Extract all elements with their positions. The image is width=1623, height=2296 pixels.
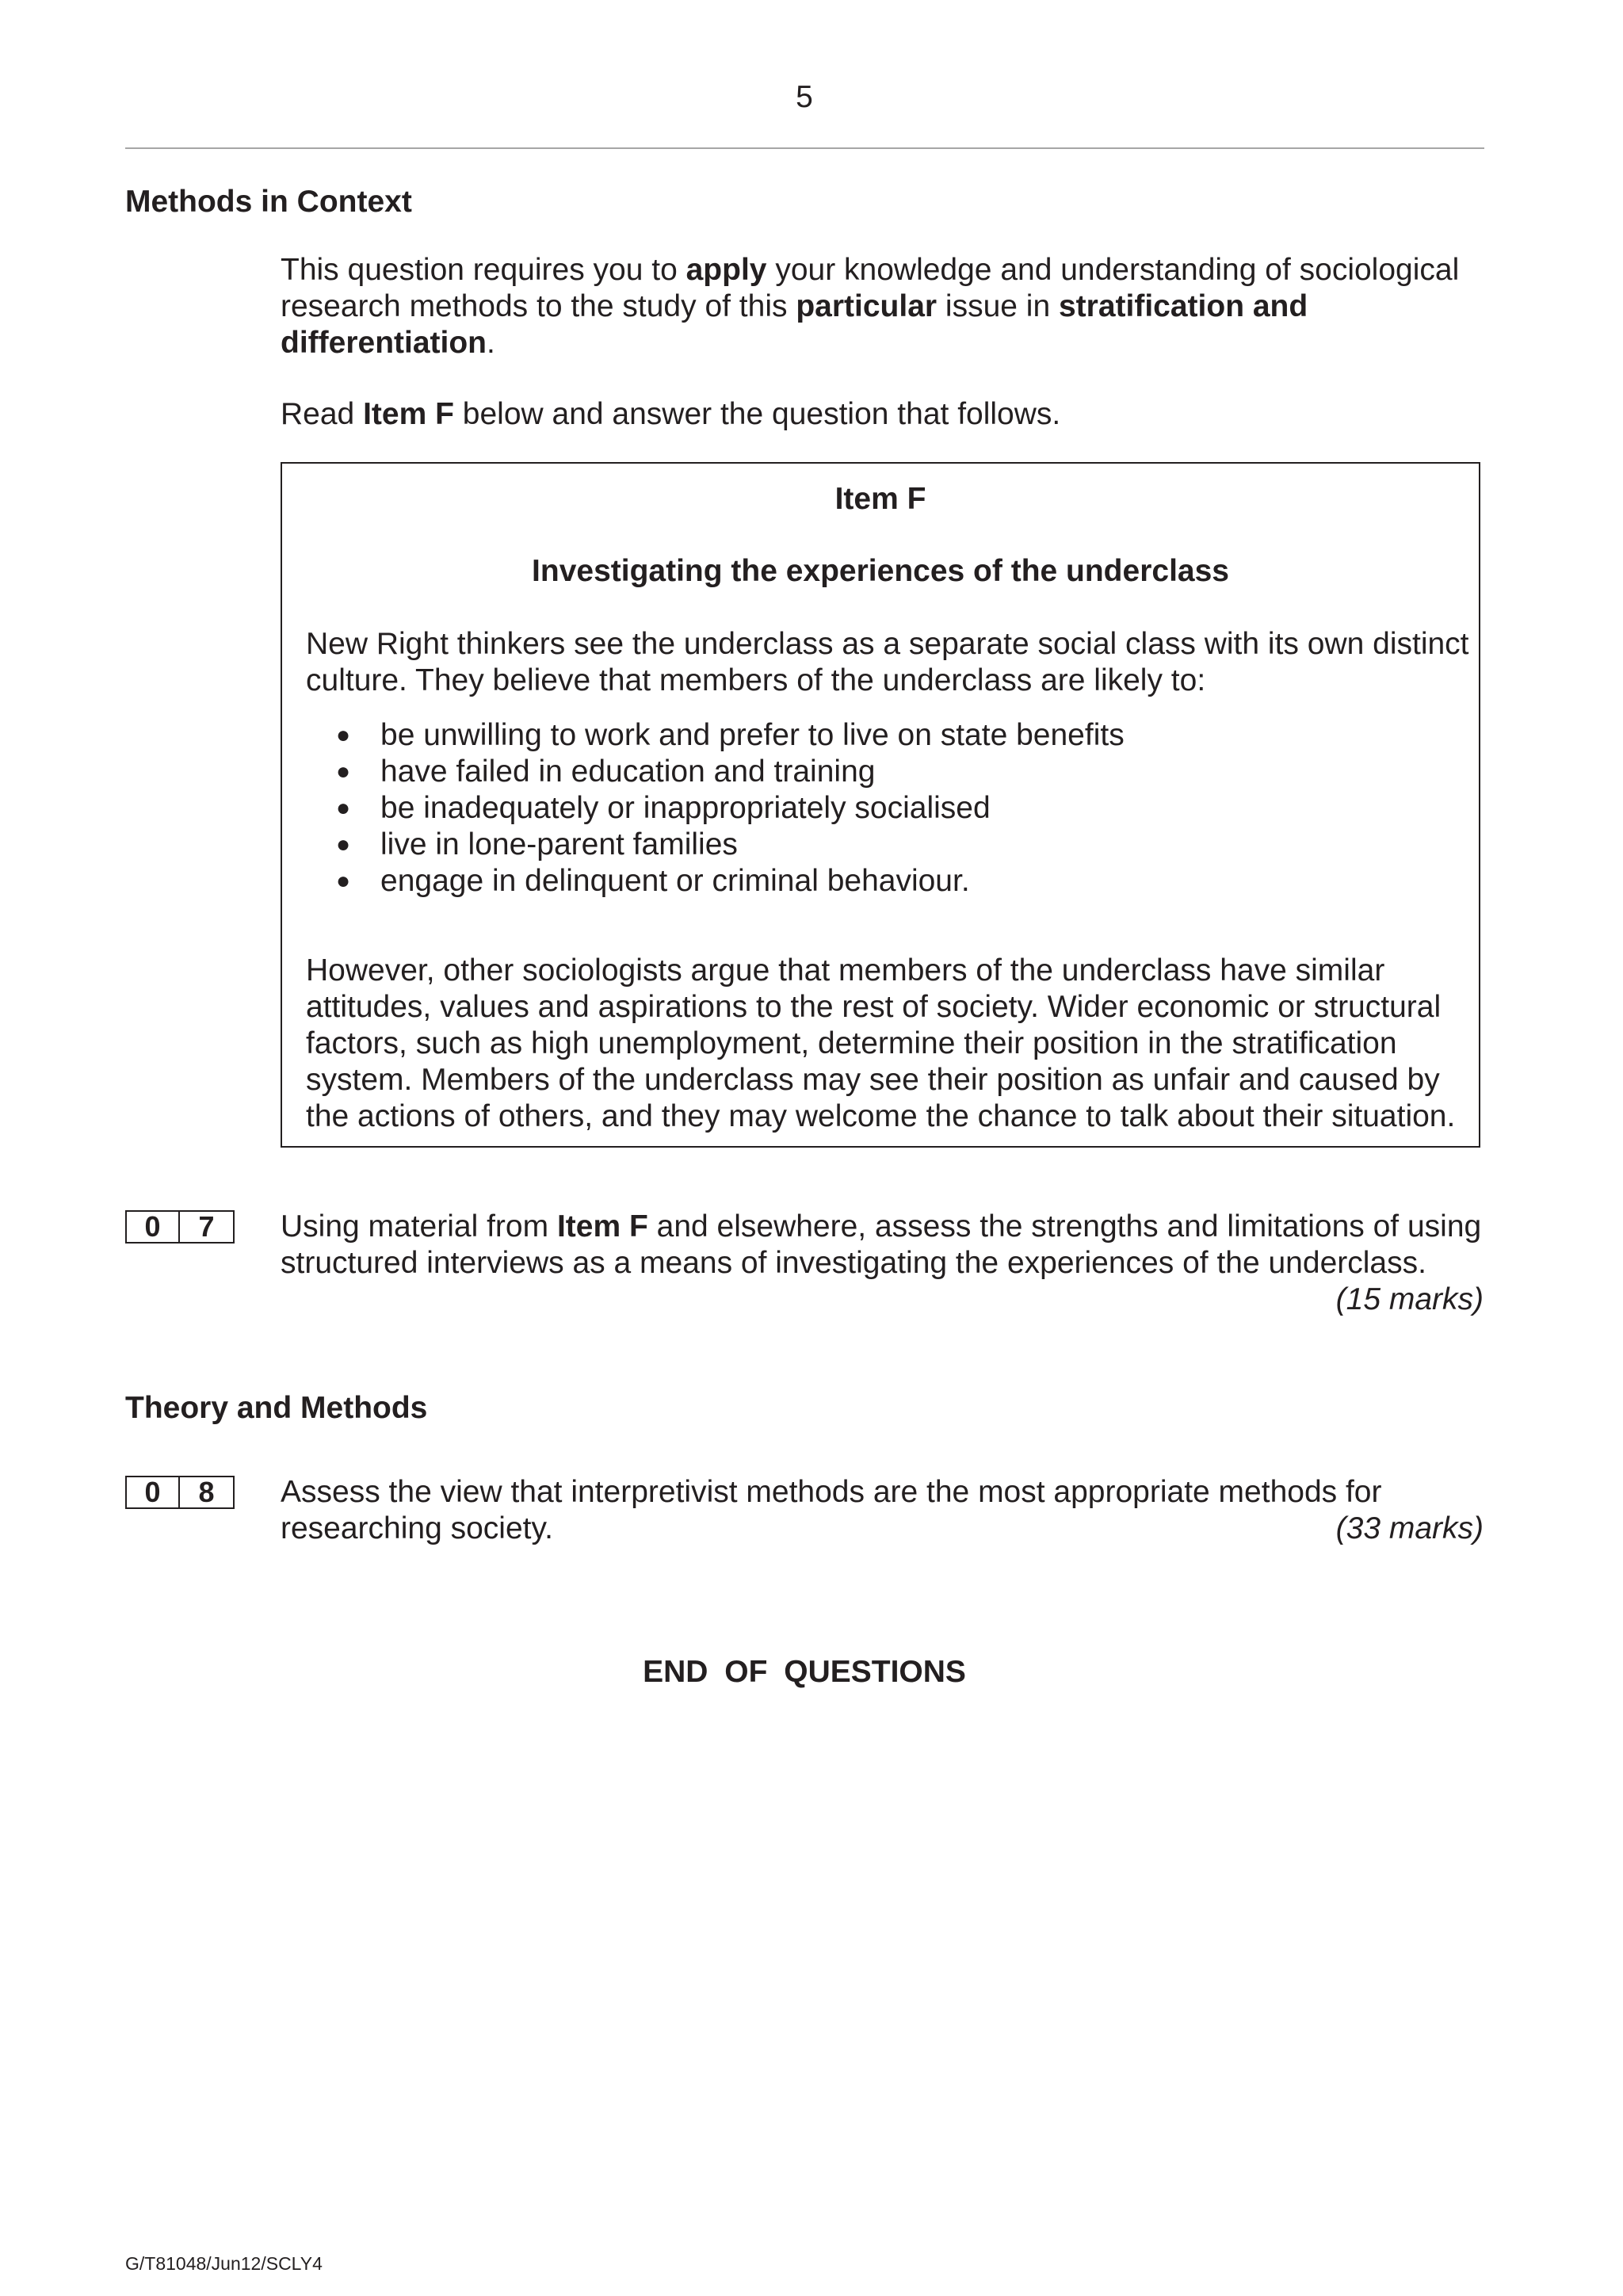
bullet-icon: ● xyxy=(336,758,351,785)
read-instruction: Read Item F below and answer the question that follows. xyxy=(281,397,1061,431)
item-f-subtitle: Investigating the experiences of the underclass xyxy=(532,554,1229,588)
question-08-marks: (33 marks) xyxy=(1335,1511,1484,1545)
list-item: ● be inadequately or inappropriately socialised xyxy=(336,791,991,825)
list-item: ● live in lone-parent families xyxy=(336,827,738,861)
question-08-line-1: Assess the view that interpretivist methods are the most appropriate methods for xyxy=(281,1475,1382,1509)
question-07-line-2: structured interviews as a means of investigating the experiences of the underclass. xyxy=(281,1246,1426,1280)
item-f-box xyxy=(281,462,1480,1148)
question-number-digit: 8 xyxy=(180,1476,235,1509)
bullet-icon: ● xyxy=(336,868,351,894)
header-divider xyxy=(125,147,1484,149)
bullet-icon: ● xyxy=(336,722,351,748)
item-f-paragraph-2: However, other sociologists argue that members of the underclass have similar attitudes, values and aspirations to the rest of society. Wider economic or structural factors, such as high unemployment, determine their position in the stratification system. Members of the underclass may see their position as unfair and caused by the actions of others, and they may welcome the chance to talk about their situation. xyxy=(306,953,1456,1133)
list-item: ● be unwilling to work and prefer to live on state benefits xyxy=(336,718,1125,752)
item-f-title: Item F xyxy=(834,482,926,516)
question-number-digit: 0 xyxy=(125,1210,180,1244)
intro-paragraph: This question requires you to apply your knowledge and understanding of sociological research methods to the study of this particular issue in stratification and differentiation. xyxy=(281,253,1460,360)
end-of-questions: END OF QUESTIONS xyxy=(643,1655,966,1689)
question-number-digit: 7 xyxy=(180,1210,235,1244)
question-08-line-2: researching society. xyxy=(281,1511,553,1545)
question-number-07 xyxy=(125,1210,235,1244)
bullet-icon: ● xyxy=(336,795,351,821)
question-number-digit: 0 xyxy=(125,1476,180,1509)
item-f-bullet-list xyxy=(336,717,1125,900)
question-07-marks: (15 marks) xyxy=(1335,1282,1484,1316)
item-f-paragraph-1: New Right thinkers see the underclass as a separate social class with its own distinct culture. They believe that members of the underclass are likely to: xyxy=(306,627,1469,697)
question-number-08 xyxy=(125,1476,235,1509)
bullet-icon: ● xyxy=(336,831,351,858)
section-heading-methods-in-context: Methods in Context xyxy=(125,185,412,219)
list-item: ● have failed in education and training xyxy=(336,755,876,789)
question-07-line-1: Using material from Item F and elsewhere, assess the strengths and limitations of using xyxy=(281,1209,1482,1244)
page-number: 5 xyxy=(796,80,813,114)
footer-code: G/T81048/Jun12/SCLY4 xyxy=(125,2253,323,2274)
section-heading-theory-and-methods: Theory and Methods xyxy=(125,1391,428,1425)
list-item: ● engage in delinquent or criminal behaviour. xyxy=(336,864,970,898)
